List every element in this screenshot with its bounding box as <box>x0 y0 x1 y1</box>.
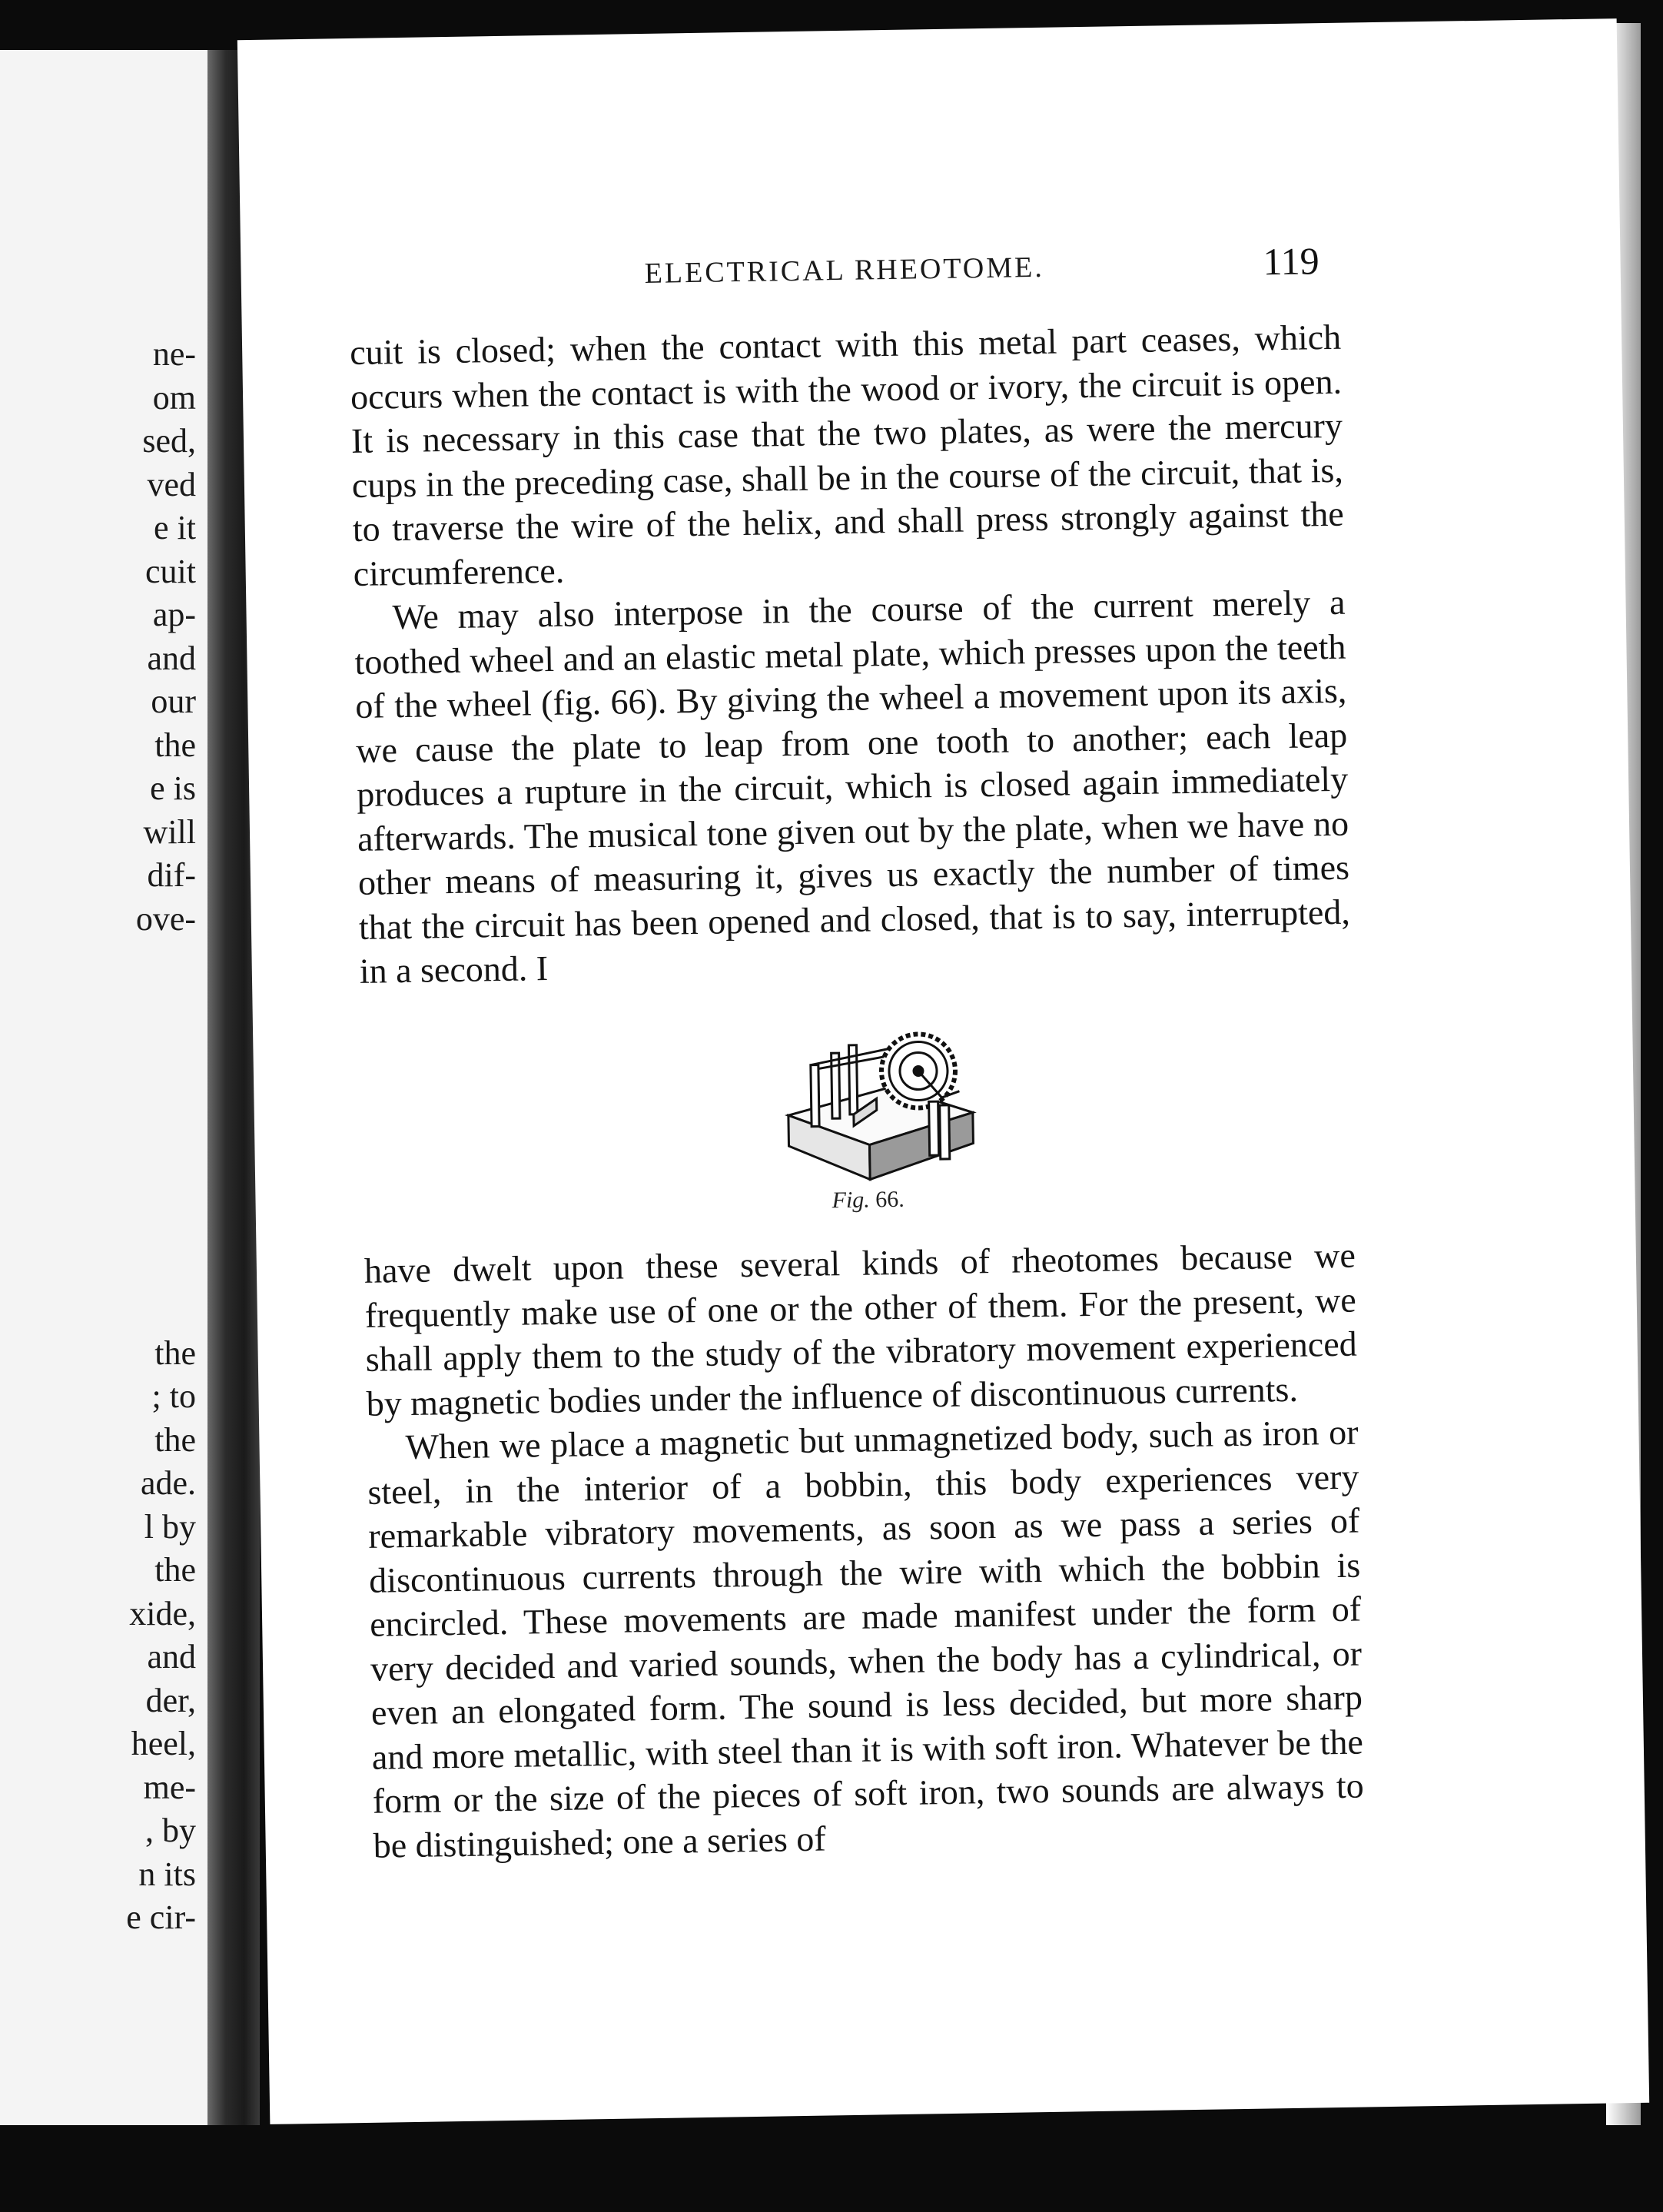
facing-page-line: and <box>147 1638 196 1676</box>
facing-page-line: e it <box>154 509 196 546</box>
facing-page-line: l by <box>144 1507 196 1546</box>
facing-page-line: the <box>154 726 196 764</box>
text-block-bottom <box>364 1234 1365 1868</box>
figure-label: Fig. <box>832 1187 871 1214</box>
paragraph: We may also interpose in the course of the current merely a toothed wheel and an elastic metal plate, which presses upon the teeth of the wheel (fig. 66). By giving the wheel a movement upon its axis, we cause the plate to leap from one tooth to another; each leap produces a rupture in the circuit, which is closed again immediately afterwards. The musical tone given out by the plate, when we have no other means of measuring it, gives us exactly the number of times that the circuit has been opened and closed, that is to say, interrupted, in a second. I <box>354 582 1351 991</box>
facing-page-line: the <box>154 1420 196 1459</box>
facing-page-line: xide, <box>129 1594 196 1632</box>
facing-page-line: e is <box>150 769 196 807</box>
page-number: 119 <box>1263 239 1320 284</box>
facing-page-line: me- <box>143 1768 196 1806</box>
facing-page-line: heel, <box>131 1725 196 1762</box>
facing-page-line: ade. <box>140 1464 196 1502</box>
page-header <box>241 234 1621 301</box>
facing-page-line: n its <box>138 1855 196 1893</box>
facing-page-line: will <box>143 812 196 851</box>
book-page <box>237 18 1649 2124</box>
facing-page-line: the <box>154 1551 196 1589</box>
facing-page-line: , by <box>145 1812 196 1849</box>
paragraph: have dwelt upon these several kinds of rheotomes because we frequently make use of one or the other of them. For the present, we shall apply them to the study of the vibratory movement experienced by magnetic bodies under the influence of discontinuous currents. <box>363 1235 1358 1423</box>
facing-page-line: e cir- <box>126 1898 196 1936</box>
facing-page-line: der, <box>145 1681 196 1719</box>
running-head: ELECTRICAL RHEOTOME. <box>644 251 1045 290</box>
text-block-top <box>350 315 1351 994</box>
facing-page-line: ap- <box>152 596 196 633</box>
facing-page-line: ove- <box>135 899 196 938</box>
paragraph: When we place a magnetic but unmagnetized body, such as iron or steel, in the interior of a bobbin, this body experiences very remarkable vibratory movements, as soon as we pass a series of discontinuous currents through the wire with which the bobbin is encircled. These movements are made manifest under the form of very decided and varied sounds, when the body has a cylindrical, or even an elongated form. The sound is less decided, but more sharp and more metallic, with steel than it is with soft iron. Whatever be the form or the size of the pieces of soft iron, two sounds are always to be distinguished; one a series of <box>367 1412 1365 1865</box>
facing-page-line: sed, <box>142 422 196 460</box>
facing-page-line: ne- <box>152 335 196 373</box>
facing-page-line: the <box>154 1334 196 1372</box>
figure-caption <box>832 1187 905 1214</box>
facing-page <box>0 50 211 2125</box>
figure-number: 66. <box>875 1186 905 1213</box>
facing-page-line: om <box>152 378 196 417</box>
facing-page-line: and <box>147 639 196 677</box>
facing-page-line: ved <box>147 465 196 503</box>
facing-page-line: dif- <box>147 856 196 894</box>
facing-page-line: ; to <box>151 1377 196 1415</box>
facing-page-line: cuit <box>145 552 196 590</box>
facing-page-line: our <box>151 683 196 720</box>
paragraph: cuit is closed; when the contact with this metal part ceases, which occurs when the contact is with the wood or ivory, the circuit is open. It is necessary in this case that the two plates, as were the mercury cups in the preceding case, shall be in the course of the circuit, that is, to traverse the wire of the helix, and shall press strongly against the circumference. <box>349 317 1345 593</box>
